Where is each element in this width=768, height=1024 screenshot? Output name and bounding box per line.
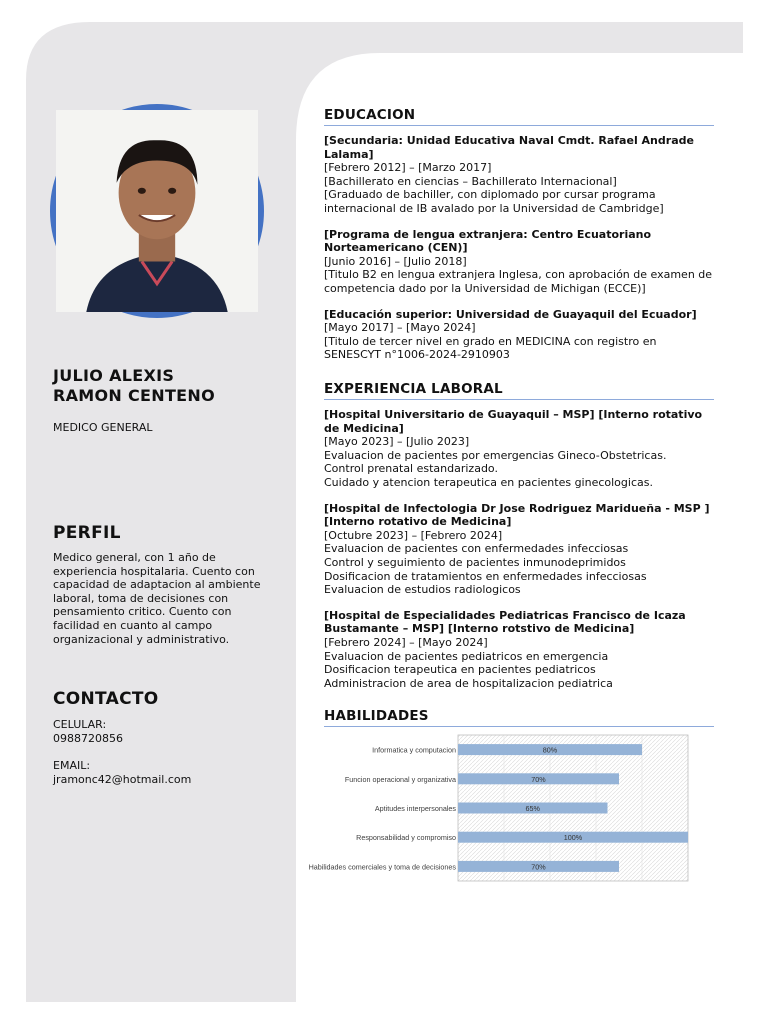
educacion-section — [324, 107, 714, 362]
education-entry — [324, 134, 714, 216]
entry-line: Cuidado y atencion terapeutica en pacientes ginecologicas. — [324, 475, 653, 489]
entry-line: Evaluacion de pacientes pediatricos en emergencia — [324, 649, 609, 663]
habilidades-section — [324, 708, 714, 727]
entry-dates: [Junio 2016] – [Julio 2018] — [324, 254, 467, 268]
entry-title: [Hospital de Infectologia Dr Jose Rodriguez Maridueña - MSP ] [Interno rotativo de Medicina] — [324, 501, 710, 529]
education-entry — [324, 308, 714, 362]
experiencia-section — [324, 381, 714, 690]
profile-photo — [50, 104, 264, 318]
educacion-heading: EDUCACION — [324, 107, 714, 126]
data-label: 65% — [525, 804, 540, 813]
skills-bar-chart — [308, 731, 714, 883]
habilidades-heading: HABILIDADES — [324, 708, 714, 727]
data-label: 80% — [542, 745, 558, 755]
contacto-heading: CONTACTO — [53, 689, 159, 709]
entry-dates: [Mayo 2023] – [Julio 2023] — [324, 435, 470, 449]
category-label: Habilidades comerciales y toma de decisiones — [308, 862, 456, 872]
entry-dates: [Octubre 2023] – [Febrero 2024] — [324, 528, 503, 542]
category-label: Responsabilidad y compromiso — [356, 833, 456, 843]
phone-label: CELULAR: — [53, 718, 107, 731]
experience-entry — [324, 408, 714, 490]
education-entry — [324, 228, 714, 296]
data-label: 70% — [531, 862, 546, 872]
entry-line: Control y seguimiento de pacientes inmunodeprimidos — [324, 555, 626, 569]
entry-dates: [Mayo 2017] – [Mayo 2024] — [324, 321, 476, 335]
entry-line: Evaluacion de pacientes con enfermedades infecciosas — [324, 542, 629, 556]
category-label: Funcion operacional y organizativa — [344, 774, 456, 784]
entry-title: [Hospital de Especialidades Pediatricas Francisco de Icaza Bustamante – MSP] [Interno rotstivo de Medicina] — [324, 608, 686, 636]
phone-value: 0988720856 — [53, 732, 123, 745]
entry-title: [Secundaria: Unidad Educativa Naval Cmdt. Rafael Andrade Lalama] — [324, 134, 694, 161]
candidate-name — [53, 366, 293, 406]
email-label: EMAIL: — [53, 759, 91, 772]
entry-line: [Graduado de bachiller, con diplomado por cursar programa internacional de IB avalado por la Universidad de Cambridge] — [324, 188, 664, 215]
entry-title: [Programa de lengua extranjera: Centro Ecuatoriano Norteamericano (CEN)] — [324, 227, 652, 255]
entry-line: Evaluacion de pacientes por emergencias Gineco-Obstetricas. — [324, 448, 667, 462]
job-title: MEDICO GENERAL — [53, 421, 153, 434]
entry-dates: [Febrero 2012] – [Marzo 2017] — [324, 161, 492, 175]
perfil-text: Medico general, con 1 año de experiencia hospitalaria. Cuento con capacidad de adaptacion al ambiente laboral, toma de decisiones con pensamiento critico. Cuento con facilidad en cuanto al campo organizacional y administrativo. — [53, 551, 261, 646]
entry-line: [Titulo de tercer nivel en grado en MEDICINA con registro en SENESCYT n°1006-2024-2910903 — [324, 334, 657, 362]
entry-line: [Titulo B2 en lengua extranjera Inglesa, con aprobación de examen de competencia dado por la Universidad de Michigan (ECCE)] — [324, 268, 713, 295]
entry-line: Dosificacion terapeutica en pacientes pediatricos — [324, 663, 596, 677]
entry-line: [Bachillerato en ciencias – Bachillerato Internacional] — [324, 174, 617, 188]
entry-line: Evaluacion de estudios radiologicos — [324, 583, 521, 597]
contact-email — [53, 759, 191, 787]
category-label: Informatica y computacion — [372, 745, 456, 755]
perfil-heading: PERFIL — [53, 523, 121, 543]
data-label: 100% — [563, 833, 583, 843]
entry-line: Dosificacion de tratamientos en enfermedades infecciosas — [324, 569, 647, 583]
experience-entry — [324, 502, 714, 597]
entry-dates: [Febrero 2024] – [Mayo 2024] — [324, 635, 488, 649]
email-value: jramonc42@hotmail.com — [53, 773, 192, 786]
experiencia-heading: EXPERIENCIA LABORAL — [324, 381, 714, 400]
entry-title: [Hospital Universitario de Guayaquil – MSP] [Interno rotativo de Medicina] — [324, 408, 703, 435]
entry-title: [Educación superior: Universidad de Guayaquil del Ecuador] — [324, 307, 697, 321]
contact-phone — [53, 718, 123, 746]
entry-line: Administracion de area de hospitalizacion pediatrica — [324, 676, 613, 690]
data-label: 70% — [531, 774, 546, 784]
entry-line: Control prenatal estandarizado. — [324, 462, 498, 476]
name-line-2: RAMON CENTENO — [53, 386, 215, 405]
name-line-1: JULIO ALEXIS — [53, 366, 175, 385]
category-label: Aptitudes interpersonales — [374, 804, 456, 813]
experience-entry — [324, 609, 714, 691]
